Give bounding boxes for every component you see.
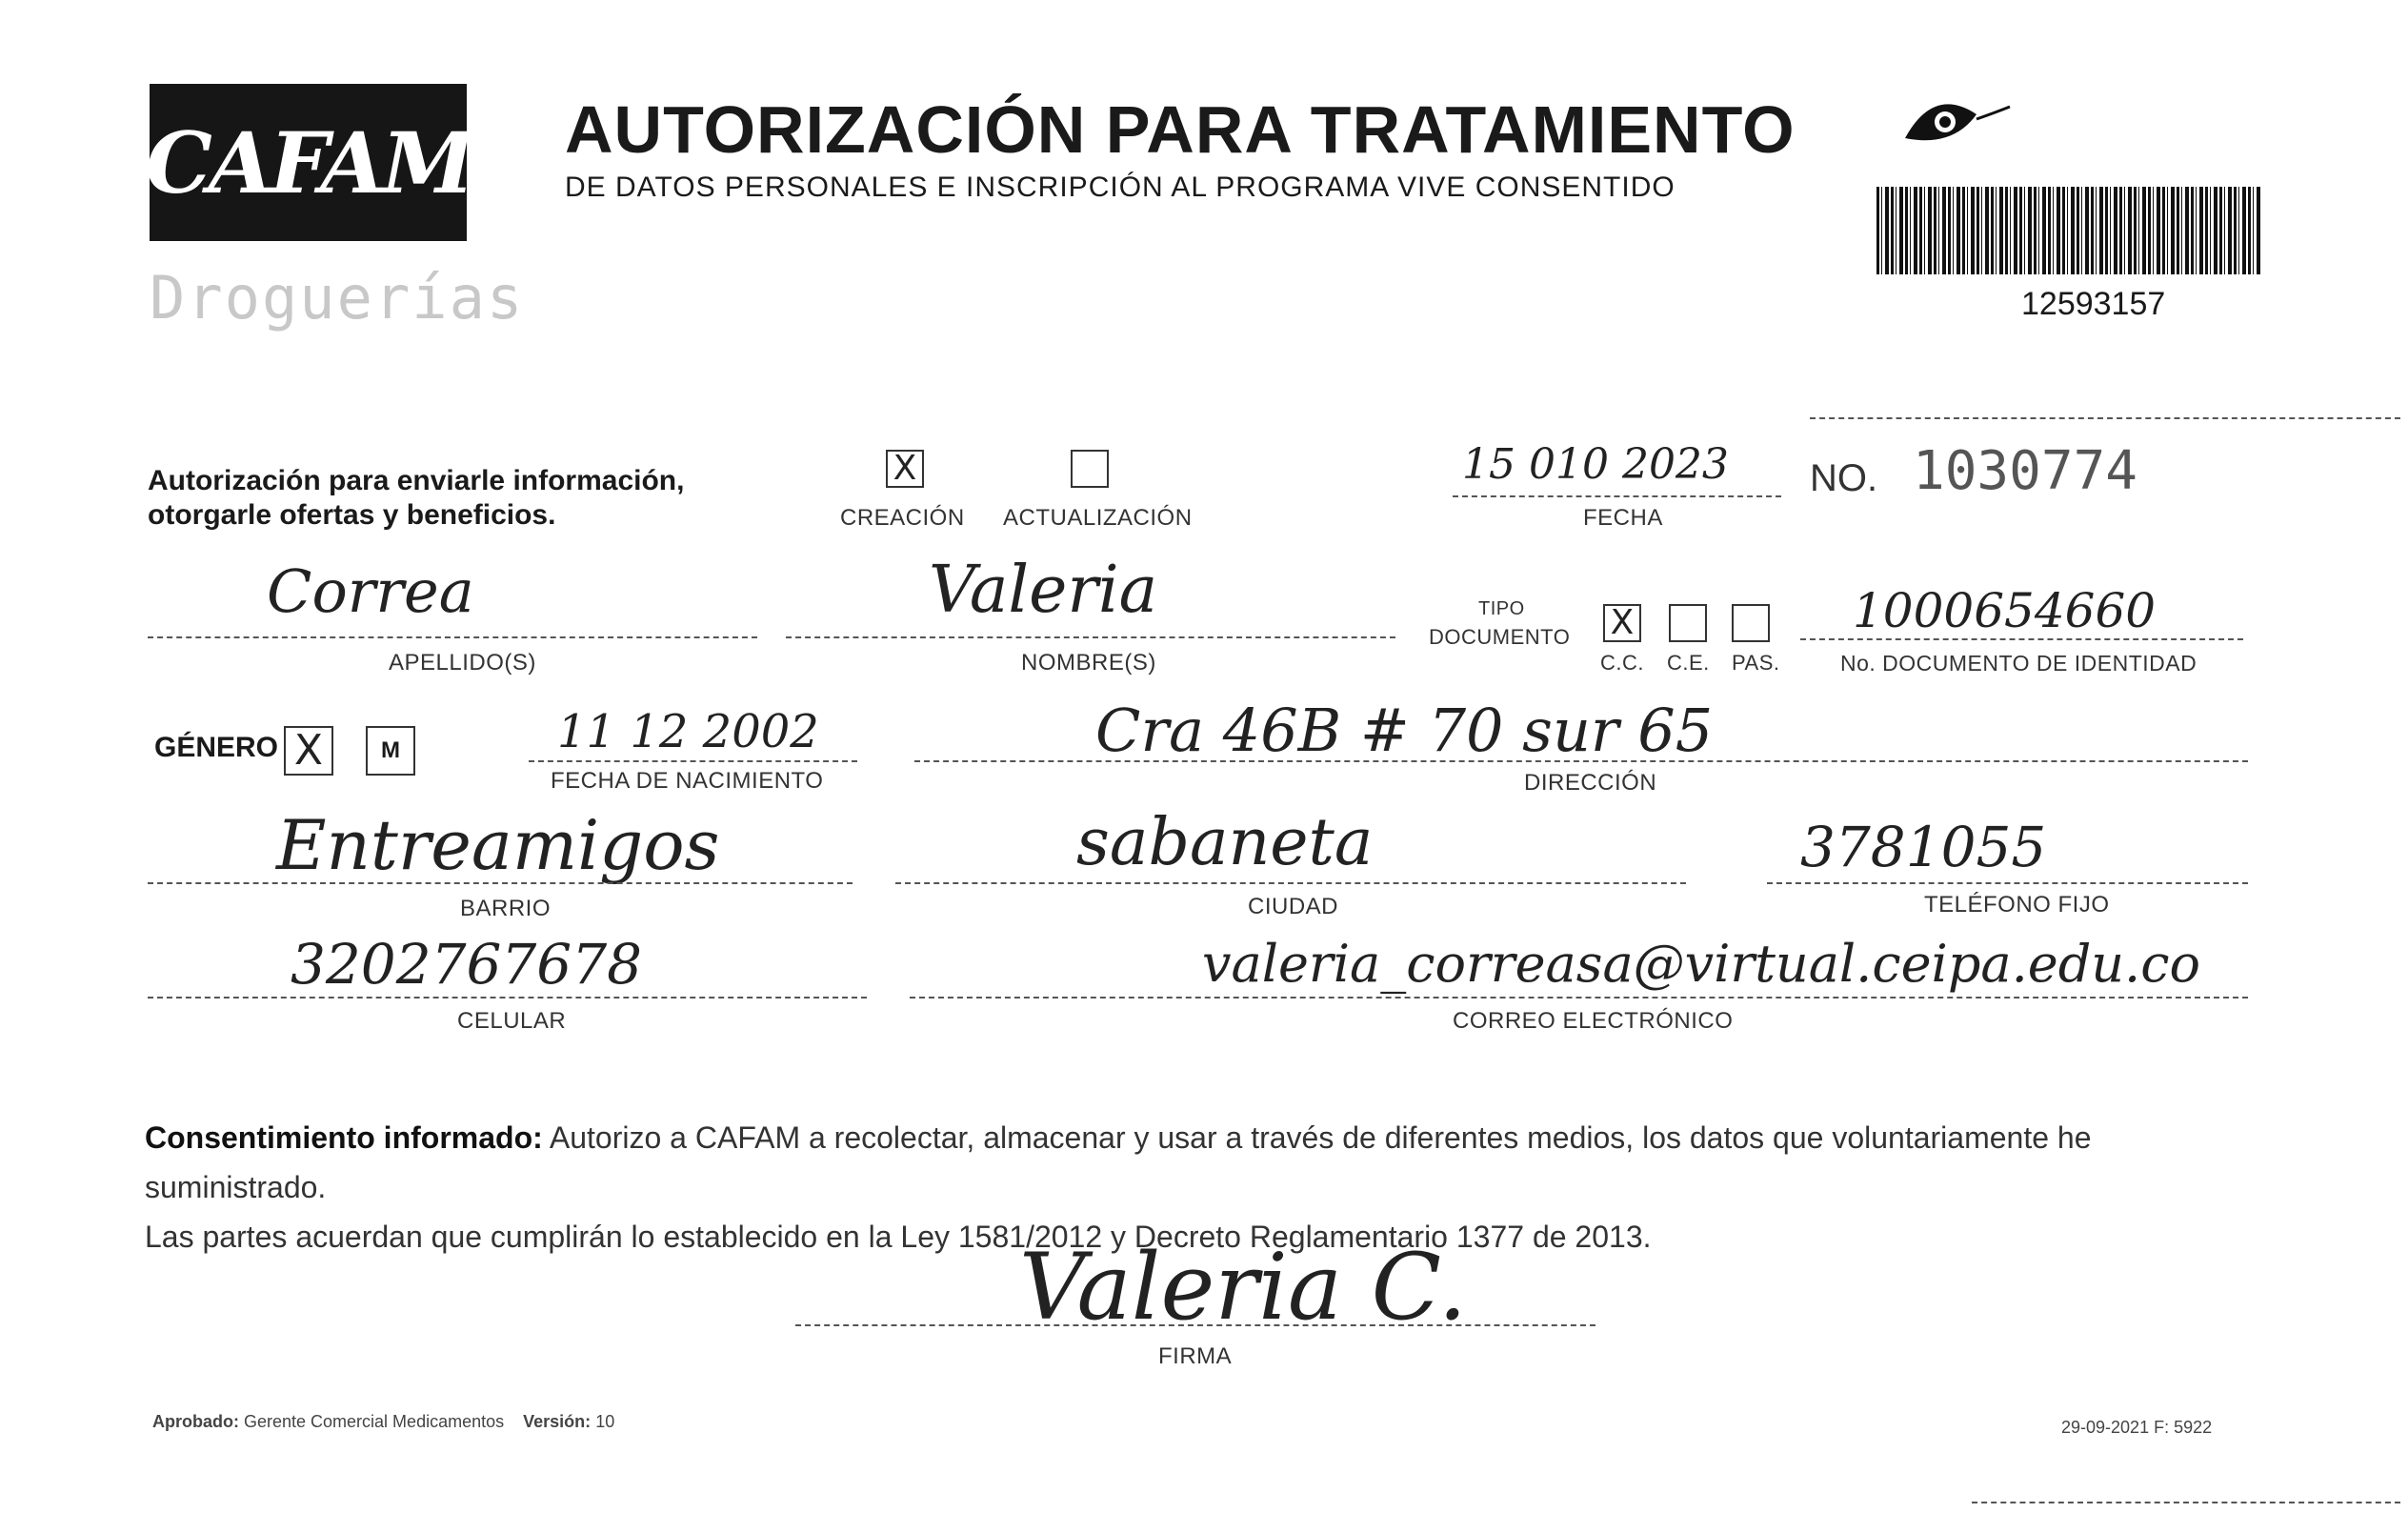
cafam-logo: CAFAM [145, 112, 472, 212]
nacimiento-label: FECHA DE NACIMIENTO [551, 768, 824, 794]
nacimiento-value[interactable]: 11 12 2002 [557, 705, 819, 758]
correo-line [910, 997, 2248, 999]
apellido-label: APELLIDO(S) [389, 650, 536, 676]
telefono-value[interactable]: 3781055 [1800, 815, 2047, 879]
aprobado-value: Gerente Comercial Medicamentos [244, 1412, 505, 1431]
documento-type-label: DOCUMENTO [1429, 625, 1571, 649]
eye-logo-icon [1896, 76, 2019, 152]
signature[interactable]: Valeria C. [1019, 1234, 1468, 1341]
correo-label: CORREO ELECTRÓNICO [1453, 1008, 1734, 1034]
consent-text-1: Autorizo a CAFAM a recolectar, almacenar y usar a través de diferentes medios, los datos que voluntariamente he suministrado. [145, 1120, 2092, 1204]
barcode-number: 12593157 [2021, 286, 2166, 322]
form-subtitle: DE DATOS PERSONALES E INSCRIPCIÓN AL PROGRAMA VIVE CONSENTIDO [565, 171, 1676, 203]
direccion-value[interactable]: Cra 46B # 70 sur 65 [1095, 696, 1714, 765]
ciudad-label: CIUDAD [1248, 894, 1339, 919]
ce-label: C.E. [1667, 651, 1710, 675]
genero-m-checkbox[interactable]: M [366, 726, 415, 776]
nombre-value[interactable]: Valeria [929, 553, 1158, 628]
barcode [1876, 187, 2262, 274]
consent-heading: Consentimiento informado: [145, 1120, 543, 1155]
form-number: 1030774 [1913, 440, 2138, 502]
correo-value[interactable]: valeria_correasa@virtual.ceipa.edu.co [1202, 934, 2200, 994]
barrio-line [148, 882, 853, 884]
intro-line-1: Autorización para enviarle información, [148, 465, 685, 496]
nombre-label: NOMBRE(S) [1021, 650, 1156, 676]
version-value: 10 [595, 1412, 615, 1431]
fecha-label: FECHA [1583, 505, 1663, 531]
pas-label: PAS. [1732, 651, 1780, 675]
pas-checkbox[interactable] [1732, 604, 1770, 642]
footer-date-code: 29-09-2021 F: 5922 [2061, 1418, 2213, 1437]
apellido-value[interactable]: Correa [267, 556, 474, 626]
actualizacion-label: ACTUALIZACIÓN [1003, 505, 1193, 531]
celular-line [148, 997, 867, 999]
apellido-line [148, 636, 757, 638]
ciudad-line [895, 882, 1686, 884]
genero-f-checkbox[interactable]: X [284, 726, 333, 776]
documento-line [1800, 638, 2243, 640]
barrio-label: BARRIO [460, 896, 552, 921]
form-title: AUTORIZACIÓN PARA TRATAMIENTO [565, 92, 1796, 167]
nacimiento-line [529, 760, 857, 762]
creacion-checkbox[interactable]: X [886, 450, 924, 488]
logo-subtitle: Droguerías [150, 263, 525, 333]
direccion-label: DIRECCIÓN [1524, 770, 1657, 796]
cc-label: C.C. [1600, 651, 1644, 675]
nombre-line [786, 636, 1395, 638]
version-label: Versión: [523, 1412, 592, 1431]
direccion-line [914, 760, 2248, 762]
no-label: NO. [1810, 457, 1878, 499]
celular-value[interactable]: 3202767678 [291, 932, 643, 997]
telefono-label: TELÉFONO FIJO [1924, 892, 2110, 918]
telefono-line [1767, 882, 2248, 884]
genero-label: GÉNERO [154, 732, 279, 763]
signature-line [795, 1324, 1595, 1326]
top-dashed-line [1810, 417, 2400, 419]
tipo-label: TIPO [1478, 598, 1525, 619]
fecha-value[interactable]: 15 010 2023 [1462, 440, 1729, 489]
creacion-label: CREACIÓN [840, 505, 965, 531]
consent-line-1 [145, 1113, 2269, 1212]
ce-checkbox[interactable] [1669, 604, 1707, 642]
actualizacion-checkbox[interactable] [1071, 450, 1109, 488]
barrio-value[interactable]: Entreamigos [276, 805, 720, 885]
bottom-dashed-line [1972, 1502, 2400, 1503]
intro-line-2: otorgarle ofertas y beneficios. [148, 499, 556, 531]
celular-label: CELULAR [457, 1008, 567, 1034]
aprobado-label: Aprobado: [152, 1412, 239, 1431]
signature-label: FIRMA [1158, 1343, 1233, 1369]
footer-approved [152, 1412, 614, 1432]
consent-text-2: Las partes acuerdan que cumplirán lo establecido en la Ley 1581/2012 y Decreto Reglamentario 1377 de 2013. [145, 1220, 1652, 1254]
documento-label: No. DOCUMENTO DE IDENTIDAD [1840, 651, 2197, 676]
ciudad-value[interactable]: sabaneta [1076, 805, 1374, 880]
documento-value[interactable]: 1000654660 [1853, 583, 2157, 638]
fecha-line [1453, 495, 1781, 497]
cc-checkbox[interactable]: X [1603, 604, 1641, 642]
